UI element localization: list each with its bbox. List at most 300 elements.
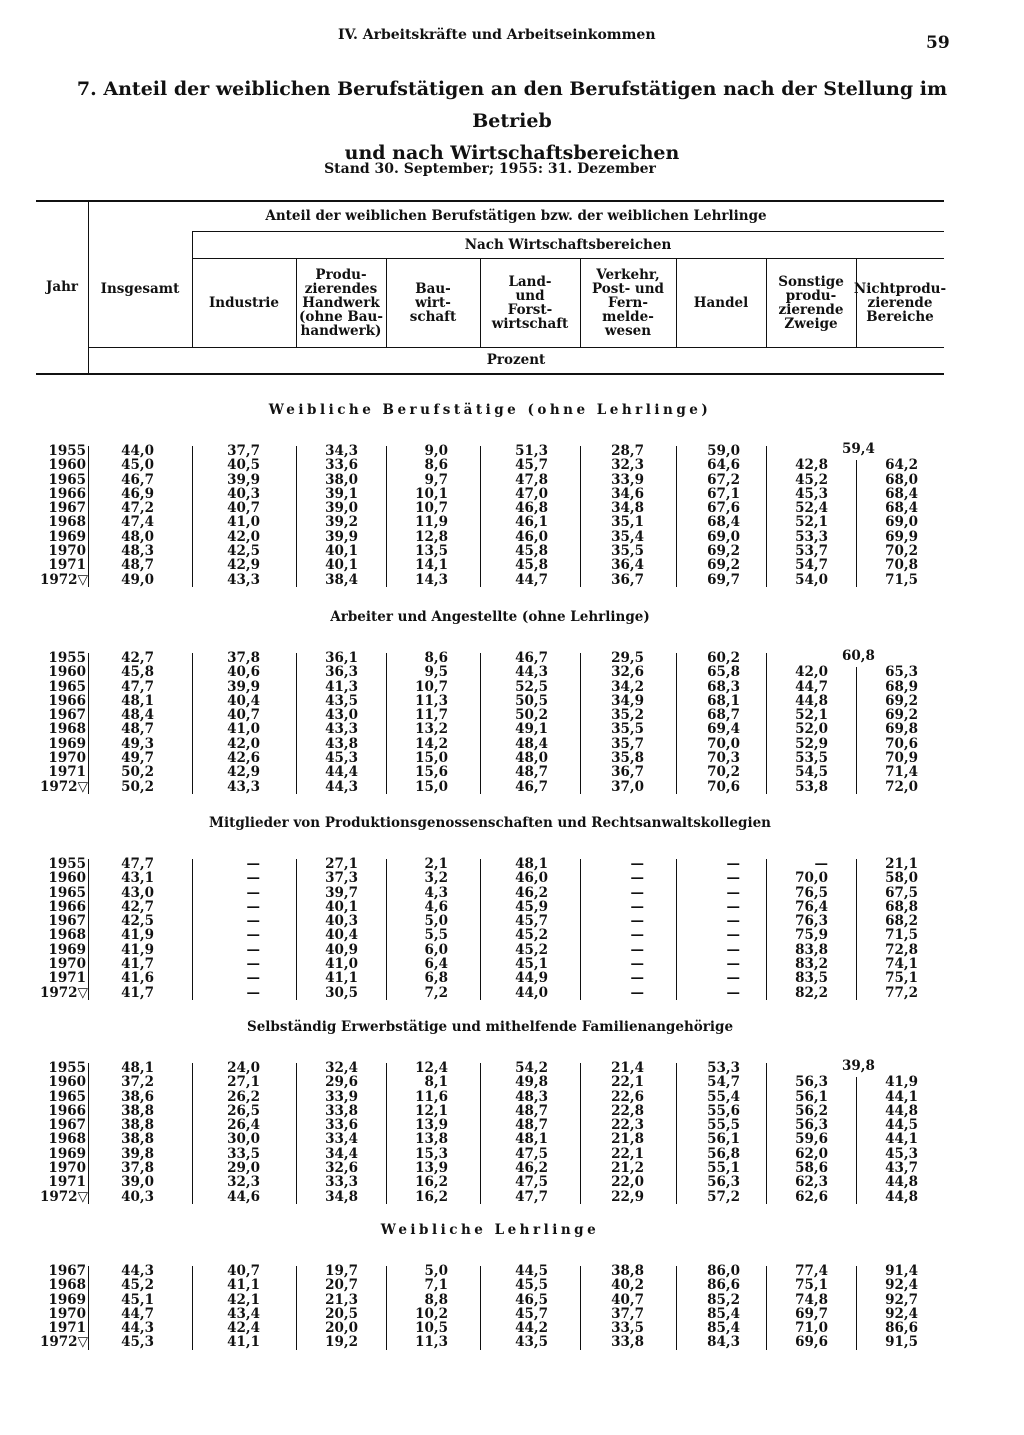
table-row: [0, 501, 1024, 515]
cell-value: 42,5: [121, 913, 154, 930]
col-header-7: Sonstige produ- zierende Zweige: [778, 273, 844, 332]
table-title-line-2: und nach Wirtschaftsbereichen: [344, 142, 680, 164]
row-year: 1967: [48, 707, 86, 724]
cell-value: 32,6: [325, 1160, 358, 1177]
cell-value: —: [726, 941, 740, 958]
cell-value: 42,1: [227, 1291, 260, 1308]
cell-value: 50,2: [515, 707, 548, 724]
cell-value: 72,0: [885, 778, 918, 795]
row-year: 1955: [48, 443, 86, 459]
column-divider: [676, 1266, 677, 1350]
cell-value: 42,7: [121, 898, 154, 915]
cell-value: 45,9: [515, 898, 548, 915]
cell-value: 42,0: [227, 735, 260, 752]
cell-value: 33,5: [227, 1145, 260, 1162]
cell-value: 48,7: [515, 1117, 548, 1134]
row-year: 1967: [48, 913, 86, 930]
cell-value: 65,3: [885, 664, 918, 681]
cell-value: 85,4: [707, 1320, 740, 1337]
cell-value: 27,1: [325, 856, 358, 872]
cell-value: 40,9: [325, 941, 358, 958]
row-year: 1967: [48, 500, 86, 517]
cell-value: 69,2: [885, 692, 918, 709]
table-row: [0, 1175, 1024, 1189]
cell-value: 33,4: [325, 1131, 358, 1148]
cell-value: 86,6: [707, 1277, 740, 1294]
cell-value: —: [630, 898, 644, 915]
cell-value: 26,2: [227, 1088, 260, 1105]
table-row: [0, 1278, 1024, 1292]
cell-value: 48,4: [121, 707, 154, 724]
column-divider: [192, 1063, 193, 1204]
cell-value: 48,3: [515, 1088, 548, 1105]
col-header-subgroup: Nach Wirtschaftsbereichen: [464, 236, 672, 253]
cell-value: 29,5: [611, 650, 644, 666]
row-year: 1972▽: [40, 984, 88, 1001]
cell-value: 70,6: [885, 735, 918, 752]
cell-value: 21,1: [885, 856, 918, 872]
cell-value: 69,7: [795, 1305, 828, 1322]
cell-value: 10,2: [415, 1305, 448, 1322]
row-year: 1968: [48, 1277, 86, 1294]
table-row: [0, 558, 1024, 572]
cell-value: 33,9: [611, 471, 644, 488]
section-rows: [0, 1058, 1024, 1205]
cell-value: 45,2: [515, 941, 548, 958]
cell-value: 68,9: [885, 678, 918, 695]
cell-value: 10,5: [415, 1320, 448, 1337]
cell-value: 44,0: [515, 984, 548, 1001]
cell-value: 69,9: [885, 528, 918, 545]
cell-value: —: [630, 970, 644, 987]
cell-value: 70,2: [885, 543, 918, 560]
cell-value: 56,2: [795, 1102, 828, 1119]
cell-value: —: [246, 927, 260, 944]
table-row: [0, 900, 1024, 914]
cell-value: 76,5: [795, 884, 828, 901]
table-row: [0, 544, 1024, 558]
cell-value: 39,7: [325, 884, 358, 901]
cell-value: 46,7: [121, 471, 154, 488]
cell-value: 35,2: [611, 707, 644, 724]
cell-value: 37,3: [325, 870, 358, 887]
cell-value: 29,6: [325, 1074, 358, 1091]
cell-value: 44,5: [885, 1117, 918, 1134]
cell-value: 45,7: [515, 913, 548, 930]
cell-value: 46,7: [515, 778, 548, 795]
cell-value: 40,6: [227, 664, 260, 681]
column-divider: [296, 1063, 297, 1204]
row-year: 1965: [48, 678, 86, 695]
row-year: 1969: [48, 1145, 86, 1162]
cell-value: 67,5: [885, 884, 918, 901]
cell-value: 15,6: [415, 764, 448, 781]
col-header-8: Nichtprodu- zierende Bereiche: [853, 280, 947, 325]
table-row: [0, 986, 1024, 1000]
cell-value: 74,1: [885, 956, 918, 973]
cell-value: 49,3: [121, 735, 154, 752]
cell-value: —: [246, 898, 260, 915]
span-value-1955: 39,8: [842, 1058, 875, 1074]
cell-value: 76,3: [795, 913, 828, 930]
table-row: [0, 871, 1024, 885]
column-divider: [88, 653, 89, 794]
column-divider: [676, 653, 677, 794]
column-divider: [766, 859, 767, 1000]
table-row: [0, 1118, 1024, 1132]
column-divider: [296, 653, 297, 794]
cell-value: 37,8: [121, 1160, 154, 1177]
cell-value: 44,8: [795, 692, 828, 709]
row-year: 1968: [48, 514, 86, 531]
col-header-2: Produ- zierendes Handwerk (ohne Bau- handwerk): [299, 266, 383, 339]
cell-value: 91,4: [885, 1263, 918, 1279]
cell-value: 68,0: [885, 471, 918, 488]
cell-value: 14,1: [415, 557, 448, 574]
table-title-line-1: 7. Anteil der weiblichen Berufstätigen an den Berufstätigen nach der Stellung im Betrieb: [76, 78, 948, 132]
table-row: [0, 487, 1024, 501]
column-divider: [676, 859, 677, 1000]
row-year: 1970: [48, 750, 86, 767]
cell-value: 62,0: [795, 1145, 828, 1162]
cell-value: 69,2: [885, 707, 918, 724]
cell-value: —: [630, 913, 644, 930]
column-divider: [856, 1266, 857, 1350]
table-row: [0, 1190, 1024, 1204]
cell-value: 38,8: [121, 1131, 154, 1148]
cell-value: 40,1: [325, 543, 358, 560]
cell-value: 44,6: [227, 1188, 260, 1205]
column-divider: [580, 1266, 581, 1350]
table-row: [0, 943, 1024, 957]
cell-value: 53,8: [795, 778, 828, 795]
cell-value: 56,3: [707, 1174, 740, 1191]
column-divider: [676, 1063, 677, 1204]
table-row: [0, 886, 1024, 900]
cell-value: 7,2: [424, 984, 448, 1001]
cell-value: 34,8: [611, 500, 644, 517]
cell-value: 48,3: [121, 543, 154, 560]
cell-value: 19,2: [325, 1334, 358, 1351]
cell-value: 37,8: [227, 650, 260, 666]
column-divider: [386, 859, 387, 1000]
col-header-4: Land- und Forst- wirtschaft: [491, 273, 569, 332]
cell-value: 53,7: [795, 543, 828, 560]
cell-value: 42,5: [227, 543, 260, 560]
column-divider: [296, 1266, 297, 1350]
cell-value: 75,9: [795, 927, 828, 944]
cell-value: 44,8: [885, 1174, 918, 1191]
table-row: [0, 1075, 1024, 1089]
table-row: [0, 1132, 1024, 1146]
row-year: 1965: [48, 884, 86, 901]
cell-value: 45,1: [121, 1291, 154, 1308]
cell-value: 64,2: [885, 457, 918, 474]
cell-value: 41,1: [325, 970, 358, 987]
cell-value: 45,2: [795, 471, 828, 488]
table-row: [0, 914, 1024, 928]
cell-value: 48,1: [121, 692, 154, 709]
cell-value: —: [726, 956, 740, 973]
cell-value: 30,0: [227, 1131, 260, 1148]
cell-value: 40,3: [325, 913, 358, 930]
cell-value: 69,6: [795, 1334, 828, 1351]
cell-value: 45,3: [121, 1334, 154, 1351]
table-row: [0, 680, 1024, 694]
cell-value: 48,7: [121, 557, 154, 574]
section-rows: [0, 1264, 1024, 1350]
cell-value: 35,4: [611, 528, 644, 545]
cell-value: 9,5: [424, 664, 448, 681]
cell-value: —: [726, 927, 740, 944]
cell-value: 22,8: [611, 1102, 644, 1119]
table-row: [0, 971, 1024, 985]
row-year: 1970: [48, 1305, 86, 1322]
cell-value: 54,7: [795, 557, 828, 574]
cell-value: 54,7: [707, 1074, 740, 1091]
cell-value: 12,8: [415, 528, 448, 545]
cell-value: 42,6: [227, 750, 260, 767]
cell-value: —: [246, 913, 260, 930]
cell-value: 52,0: [795, 721, 828, 738]
column-divider: [192, 859, 193, 1000]
cell-value: 42,8: [795, 457, 828, 474]
cell-value: 77,2: [885, 984, 918, 1001]
cell-value: 58,0: [885, 870, 918, 887]
cell-value: 42,0: [227, 528, 260, 545]
cell-value: —: [246, 856, 260, 872]
cell-value: 15,0: [415, 778, 448, 795]
cell-value: 55,4: [707, 1088, 740, 1105]
cell-value: 36,3: [325, 664, 358, 681]
cell-value: 44,1: [885, 1088, 918, 1105]
cell-value: 12,4: [415, 1060, 448, 1076]
cell-value: 43,1: [121, 870, 154, 887]
table-row: [0, 1321, 1024, 1335]
cell-value: 92,4: [885, 1277, 918, 1294]
cell-value: —: [246, 956, 260, 973]
cell-value: —: [630, 856, 644, 872]
cell-value: 83,8: [795, 941, 828, 958]
row-year: 1966: [48, 898, 86, 915]
cell-value: 11,3: [415, 692, 448, 709]
cell-value: 44,7: [795, 678, 828, 695]
cell-value: 56,3: [795, 1074, 828, 1091]
cell-value: 32,4: [325, 1060, 358, 1076]
cell-value: 33,6: [325, 1117, 358, 1134]
table-subtitle: Stand 30. September; 1955: 31. Dezember: [324, 161, 656, 177]
cell-value: 86,0: [707, 1263, 740, 1279]
cell-value: 69,0: [885, 514, 918, 531]
cell-value: 42,9: [227, 764, 260, 781]
column-divider: [766, 1063, 767, 1204]
cell-value: 47,5: [515, 1145, 548, 1162]
section-title: Arbeiter und Angestellte (ohne Lehrlinge): [330, 609, 650, 625]
cell-value: 44,7: [515, 571, 548, 588]
row-year: 1968: [48, 1131, 86, 1148]
cell-value: 8,6: [424, 650, 448, 666]
cell-value: 44,1: [885, 1131, 918, 1148]
column-divider: [580, 446, 581, 587]
cell-value: 56,1: [707, 1131, 740, 1148]
cell-value: 42,4: [227, 1320, 260, 1337]
column-divider: [296, 859, 297, 1000]
cell-value: 55,1: [707, 1160, 740, 1177]
cell-value: 47,2: [121, 500, 154, 517]
table-row: [0, 665, 1024, 679]
cell-value: —: [630, 984, 644, 1001]
cell-value: 53,3: [795, 528, 828, 545]
cell-value: 4,3: [424, 884, 448, 901]
cell-value: —: [630, 927, 644, 944]
cell-value: 44,3: [121, 1320, 154, 1337]
cell-value: 47,4: [121, 514, 154, 531]
cell-value: 65,8: [707, 664, 740, 681]
column-divider: [480, 1266, 481, 1350]
cell-value: 48,7: [515, 1102, 548, 1119]
cell-value: 71,0: [795, 1320, 828, 1337]
cell-value: 36,4: [611, 557, 644, 574]
table-row: [0, 573, 1024, 587]
cell-value: 45,8: [515, 543, 548, 560]
cell-value: 32,6: [611, 664, 644, 681]
cell-value: 67,1: [707, 485, 740, 502]
cell-value: 68,8: [885, 898, 918, 915]
cell-value: —: [726, 913, 740, 930]
cell-value: 86,6: [885, 1320, 918, 1337]
cell-value: —: [726, 970, 740, 987]
cell-value: 4,6: [424, 898, 448, 915]
cell-value: 40,2: [611, 1277, 644, 1294]
cell-value: 15,3: [415, 1145, 448, 1162]
cell-value: 40,3: [227, 485, 260, 502]
cell-value: 70,8: [885, 557, 918, 574]
cell-value: 54,5: [795, 764, 828, 781]
cell-value: 6,8: [424, 970, 448, 987]
cell-value: 46,5: [515, 1291, 548, 1308]
cell-value: —: [630, 870, 644, 887]
column-divider: [766, 1266, 767, 1350]
cell-value: 59,0: [707, 443, 740, 459]
cell-value: 41,0: [325, 956, 358, 973]
cell-value: 48,0: [121, 528, 154, 545]
cell-value: 28,7: [611, 443, 644, 459]
table-title: [40, 73, 984, 169]
cell-value: 44,7: [121, 1305, 154, 1322]
cell-value: 40,1: [325, 557, 358, 574]
cell-value: 11,9: [415, 514, 448, 531]
cell-value: 44,2: [515, 1320, 548, 1337]
cell-value: 83,2: [795, 956, 828, 973]
column-divider: [386, 446, 387, 587]
cell-value: 49,0: [121, 571, 154, 588]
cell-value: —: [246, 884, 260, 901]
cell-value: 52,1: [795, 514, 828, 531]
cell-value: 68,4: [885, 485, 918, 502]
cell-value: 10,7: [415, 678, 448, 695]
header-bottom-rule: [36, 373, 944, 375]
cell-value: 44,4: [325, 764, 358, 781]
cell-value: 44,5: [515, 1263, 548, 1279]
cell-value: 41,9: [121, 927, 154, 944]
cell-value: 70,9: [885, 750, 918, 767]
cell-value: 77,4: [795, 1263, 828, 1279]
cell-value: 38,8: [121, 1102, 154, 1119]
row-year: 1955: [48, 856, 86, 872]
cell-value: 49,8: [515, 1074, 548, 1091]
column-divider: [88, 859, 89, 1000]
table-row: [0, 957, 1024, 971]
cell-value: 33,6: [325, 457, 358, 474]
cell-value: 43,0: [325, 707, 358, 724]
cell-value: 35,8: [611, 750, 644, 767]
cell-value: 8,1: [424, 1074, 448, 1091]
cell-value: 40,7: [227, 1263, 260, 1279]
cell-value: 35,5: [611, 721, 644, 738]
cell-value: —: [246, 970, 260, 987]
cell-value: 45,7: [515, 1305, 548, 1322]
cell-value: 76,4: [795, 898, 828, 915]
cell-value: 74,8: [795, 1291, 828, 1308]
cell-value: 64,6: [707, 457, 740, 474]
cell-value: 40,5: [227, 457, 260, 474]
cell-value: 43,3: [325, 721, 358, 738]
cell-value: 41,7: [121, 984, 154, 1001]
cell-value: —: [726, 884, 740, 901]
cell-value: 92,4: [885, 1305, 918, 1322]
cell-value: 41,0: [227, 514, 260, 531]
cell-value: 67,6: [707, 500, 740, 517]
row-year: 1971: [48, 764, 86, 781]
cell-value: 27,1: [227, 1074, 260, 1091]
cell-value: 50,2: [121, 778, 154, 795]
cell-value: 35,1: [611, 514, 644, 531]
cell-value: 45,8: [121, 664, 154, 681]
row-year: 1967: [48, 1117, 86, 1134]
cell-value: 40,7: [227, 707, 260, 724]
cell-value: 40,7: [611, 1291, 644, 1308]
cell-value: 41,7: [121, 956, 154, 973]
cell-value: 13,9: [415, 1160, 448, 1177]
cell-value: 36,7: [611, 571, 644, 588]
cell-value: 62,6: [795, 1188, 828, 1205]
cell-value: 43,3: [227, 778, 260, 795]
cell-value: 21,2: [611, 1160, 644, 1177]
column-divider: [480, 859, 481, 1000]
cell-value: 33,9: [325, 1088, 358, 1105]
row-year: 1972▽: [40, 571, 88, 588]
cell-value: 33,8: [611, 1334, 644, 1351]
cell-value: —: [630, 956, 644, 973]
row-year: 1970: [48, 956, 86, 973]
column-divider: [856, 460, 857, 587]
cell-value: 92,7: [885, 1291, 918, 1308]
cell-value: 34,3: [325, 443, 358, 459]
cell-value: 20,7: [325, 1277, 358, 1294]
cell-value: 44,9: [515, 970, 548, 987]
cell-value: 50,2: [121, 764, 154, 781]
cell-value: 37,7: [611, 1305, 644, 1322]
cell-value: 52,9: [795, 735, 828, 752]
column-divider: [192, 446, 193, 587]
cell-value: 45,7: [515, 457, 548, 474]
cell-value: 35,7: [611, 735, 644, 752]
row-year: 1972▽: [40, 1188, 88, 1205]
cell-value: 47,7: [515, 1188, 548, 1205]
row-year: 1960: [48, 870, 86, 887]
row-year: 1966: [48, 1102, 86, 1119]
cell-value: 38,8: [611, 1263, 644, 1279]
